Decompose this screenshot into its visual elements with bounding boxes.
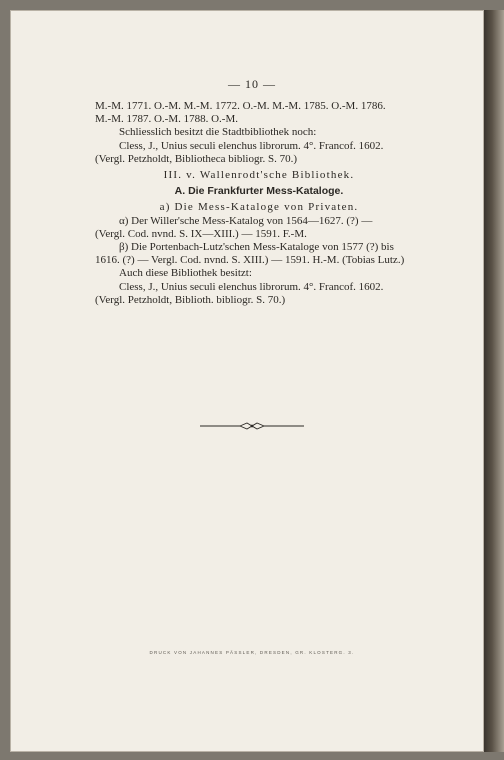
text-line: Schliesslich besitzt die Stadtbibliothek noch: — [119, 126, 317, 139]
text-line: M.-M. 1787. O.-M. 1788. O.-M. — [95, 113, 238, 126]
text-line: Auch diese Bibliothek besitzt: — [119, 267, 252, 280]
text-line: β) Die Portenbach-Lutz'schen Mess-Kataloge von 1577 (?) bis — [119, 241, 394, 254]
subsection-heading: A. Die Frankfurter Mess-Kataloge. — [174, 185, 344, 198]
text-line: (Vergl. Cod. nvnd. S. IX—XIII.) — 1591. F.-M. — [95, 227, 307, 240]
printer-imprint: DRUCK VON JAHANNES PÄSSLER, DRESDEN, GR. KLOSTERG. 3. — [149, 650, 355, 655]
page-number: — 10 — — [228, 77, 276, 91]
subsection-subheading: a) Die Mess-Kataloge von Privaten. — [159, 201, 359, 214]
text-line: Cless, J., Unius seculi elenchus librorum. 4°. Francof. 1602. — [119, 280, 384, 293]
text-line: M.-M. 1771. O.-M. M.-M. 1772. O.-M. M.-M. 1785. O.-M. 1786. — [95, 100, 386, 112]
text-line: Cless, J., Unius seculi elenchus librorum. 4°. Francof. 1602. — [119, 139, 384, 152]
text-line: (Vergl. Petzholdt, Bibliotheca bibliogr. S. 70.) — [95, 152, 298, 165]
text-line: 1616. (?) — Vergl. Cod. nvnd. S. XIII.) — 1591. H.-M. (Tobias Lutz.) — [95, 254, 405, 267]
text-line: (Vergl. Petzholdt, Biblioth. bibliogr. S. 70.) — [95, 293, 286, 306]
text-line: α) Der Willer'sche Mess-Katalog von 1564—1627. (?) — — [119, 214, 373, 227]
book-spine-edge — [484, 10, 504, 752]
ornament-divider — [200, 420, 304, 432]
section-heading: III. v. Wallenrodt'sche Bibliothek. — [163, 169, 355, 182]
page-body — [95, 100, 423, 307]
